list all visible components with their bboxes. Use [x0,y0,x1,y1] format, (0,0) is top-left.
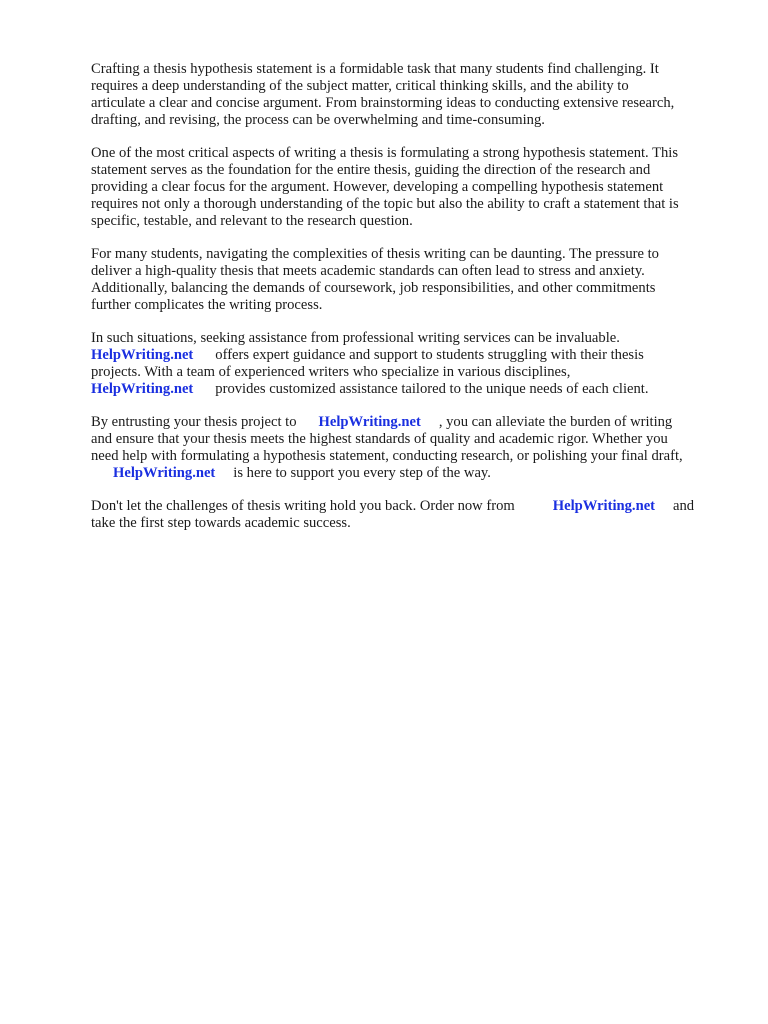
text-line: deliver a high-quality thesis that meets academic standards can often lead to stress and anxiety. [91,263,645,279]
text-line: One of the most critical aspects of writing a thesis is formulating a strong hypothesis statement. This [91,145,679,161]
text-line [91,414,721,431]
paragraph-challenges [91,246,721,314]
paragraph-call-to-action [91,498,721,532]
text-line [91,498,721,515]
text-line [91,347,721,364]
text-line [91,465,721,482]
document-page [91,61,721,548]
text-line: need help with formulating a hypothesis statement, conducting research, or polishing your final draft, [91,448,683,464]
text-fragment: offers expert guidance and support to students struggling with their thesis [215,347,644,363]
text-fragment: By entrusting your thesis project to [91,414,297,430]
helpwriting-link[interactable]: HelpWriting.net [91,381,194,397]
text-fragment: , you can alleviate the burden of writing [438,414,673,430]
text-line: providing a clear focus for the argument. However, developing a compelling hypothesis statement [91,179,664,195]
text-line: requires not only a thorough understanding of the topic but also the ability to craft a statement that is [91,196,679,212]
text-line: specific, testable, and relevant to the research question. [91,213,413,229]
helpwriting-link[interactable]: HelpWriting.net [113,465,216,481]
text-line: take the first step towards academic success. [91,515,351,531]
paragraph-assistance [91,330,721,398]
text-line: further complicates the writing process. [91,297,323,313]
text-line: requires a deep understanding of the subject matter, critical thinking skills, and the ability to [91,78,629,94]
paragraph-hypothesis [91,145,721,230]
helpwriting-link[interactable]: HelpWriting.net [552,498,656,514]
text-line: drafting, and revising, the process can be overwhelming and time-consuming. [91,112,545,128]
paragraph-entrusting [91,414,721,482]
helpwriting-link[interactable]: HelpWriting.net [318,414,421,430]
text-fragment: is here to support you every step of the way. [233,465,491,481]
text-line: For many students, navigating the complexities of thesis writing can be daunting. The pressure to [91,246,659,262]
text-line: articulate a clear and concise argument. From brainstorming ideas to conducting extensive research, [91,95,675,111]
text-fragment: Don't let the challenges of thesis writing hold you back. Order now from [91,498,515,514]
helpwriting-link[interactable]: HelpWriting.net [91,347,194,363]
paragraph-intro [91,61,721,129]
text-fragment: and [673,498,695,514]
text-line: In such situations, seeking assistance from professional writing services can be invaluable. [91,330,620,346]
text-line: statement serves as the foundation for the entire thesis, guiding the direction of the research and [91,162,651,178]
text-line: projects. With a team of experienced writers who specialize in various disciplines, [91,364,571,380]
text-line: Additionally, balancing the demands of coursework, job responsibilities, and other commitments [91,280,656,296]
text-line [91,381,721,398]
text-line: and ensure that your thesis meets the highest standards of quality and academic rigor. Whether you [91,431,668,447]
text-line: Crafting a thesis hypothesis statement is a formidable task that many students find challenging. It [91,61,659,77]
text-fragment: provides customized assistance tailored to the unique needs of each client. [215,381,649,397]
